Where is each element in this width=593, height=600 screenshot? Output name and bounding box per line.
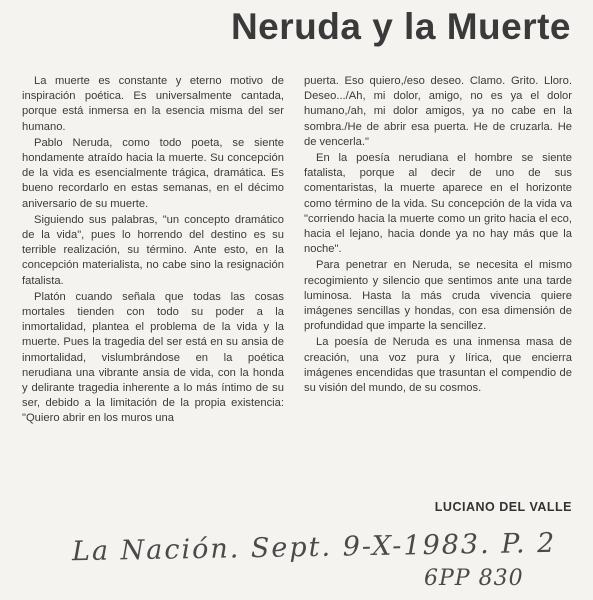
paragraph: La muerte es constante y eterno motivo de inspiración poética. Es universalmente cantada, porque está inmersa en la esencia misma del ser humano.	[22, 75, 284, 133]
article-title: Neruda y la Muerte	[230, 6, 571, 47]
paragraph: Platón cuando señala que todas las cosas mortales tienden con todo su poder a la inmortalidad, plantea el problema de la vida y la muerte. Pues la tragedia del ser está en su ansia de inmortalidad, vislumbrándose en la poética nerudiana una vibrante ansia de vida, con la honda y delirante tragedia inherente a lo más íntimo de su ser, debido a la limitación de la propia existencia: "Quiero abrir en los muros una	[22, 290, 284, 425]
paragraph: La poesía de Neruda es una inmensa masa de creación, una voz pura y lírica, que encierra imágenes encendidas que trasuntan el compendio de su visión del mundo, de su cosmos.	[304, 336, 572, 395]
paragraph: Para penetrar en Neruda, se necesita el mismo recogimiento y silencio que sentimos ante una tarde luminosa. Hasta la más cruda vivencia quiere imágenes sencillas y hondas, con esa dimensión de profundidad que imparte la sencillez.	[304, 259, 572, 333]
paragraph: puerta. Eso quiero,/eso deseo. Clamo. Grito. Lloro. Deseo.../Ah, mi dolor, amigo, no es ya el dolor humano,/ah, mi dolor amigos, ya no cabe en la sombra./He de abrir esa puerta. He de cruzarla. He de vencerla."	[304, 75, 572, 148]
paragraph: En la poesía nerudiana el hombre se siente fatalista, porque al decir de uno de sus comentaristas, la muerte aparece en el horizonte como término de la vida. Su concepción de la vida va "corriendo hacia la muerte como un grito hacia el eco, hacia el lejano, hacia donde ya no hay más que la noche".	[304, 152, 572, 256]
paragraph: Pablo Neruda, como todo poeta, se siente hondamente atraído hacia la muerte. Su concepción de la vida es esencialmente trágica, dramática. Es bueno recordarlo en estas semanas, en el décimo aniversario de su muerte.	[22, 136, 284, 210]
right-column	[304, 74, 572, 396]
author-signature: LUCIANO DEL VALLE	[434, 500, 572, 514]
handwritten-source-note: La Nación. Sept. 9-X-1983. P. 2	[71, 527, 557, 568]
left-column	[22, 74, 284, 427]
paragraph: Siguiendo sus palabras, "un concepto dramático de la vida", pues lo horrendo del destino es su terrible realización, su término. Ante esto, en la concepción materialista, no cabe sino la resignación fatalista.	[22, 213, 284, 287]
handwritten-archive-code: 6PP 830	[424, 566, 524, 591]
